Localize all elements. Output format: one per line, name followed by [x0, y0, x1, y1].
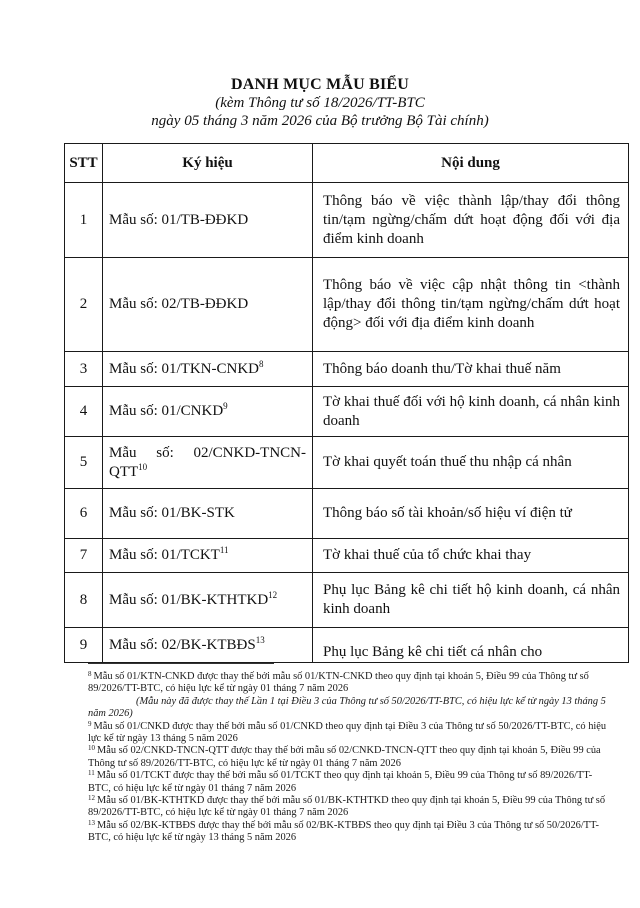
- form-code: Mẫu số: 01/BK-STK: [109, 505, 235, 521]
- row-stt: 9: [65, 628, 103, 663]
- footnote-ref: 9: [223, 401, 228, 411]
- row-stt: 8: [65, 573, 103, 628]
- footnote-number: 11: [88, 769, 95, 778]
- table-row: [65, 352, 629, 387]
- table-row: [65, 258, 629, 352]
- footnote-text: Mẫu số 02/BK-KTBĐS được thay thế bởi mẫu số 02/BK-KTBĐS theo quy định tại Điều 3 của Thông tư số 50/2026/TT-BTC, có hiệu lực kể từ ngày 13 tháng 5 năm 2026: [88, 819, 599, 844]
- row-noi-dung: Thông báo doanh thu/Tờ khai thuế năm: [313, 352, 629, 387]
- row-stt: 5: [65, 437, 103, 489]
- header-ky-hieu: Ký hiệu: [103, 144, 313, 183]
- row-ky-hieu: [103, 628, 313, 663]
- header-stt: STT: [65, 144, 103, 183]
- footnote-number: 12: [88, 794, 95, 803]
- table-row: [65, 628, 629, 663]
- form-code: Mẫu số: 01/CNKD: [109, 403, 224, 419]
- footnote-item: [88, 671, 608, 696]
- row-noi-dung: Phụ lục Bảng kê chi tiết cá nhân cho: [313, 628, 629, 663]
- footnote-number: 8: [88, 670, 92, 678]
- row-stt: 2: [65, 258, 103, 352]
- form-code: Mẫu số: 02/TB-ĐĐKD: [109, 296, 249, 312]
- form-code: Mẫu số: 01/TCKT: [109, 547, 220, 563]
- footnote-number: 13: [88, 818, 95, 827]
- footnote-text: Mẫu số 02/CNKD-TNCN-QTT được thay thế bởi mẫu số 02/CNKD-TNCN-QTT theo quy định tại khoản 5, Điều 99 của Thông tư số 89/2026/TT-BTC, có hiệu lực kể từ ngày 01 tháng 7 năm 2026: [88, 745, 601, 769]
- table-row: [65, 539, 629, 573]
- header-noi-dung: Nội dung: [313, 144, 629, 183]
- row-ky-hieu: [103, 387, 313, 437]
- document-subtitle-line2: ngày 05 tháng 3 năm 2026 của Bộ trưởng Bộ Tài chính): [151, 113, 489, 129]
- footnote-text: Mẫu số 01/CNKD được thay thế bởi mẫu số 01/CNKD theo quy định tại Điều 3 của Thông tư số 50/2026/TT-BTC, có hiệu lực kể từ ngày 13 tháng 5 năm 2026: [88, 720, 607, 745]
- row-noi-dung: Tờ khai thuế đối với hộ kinh doanh, cá nhân kinh doanh: [313, 387, 629, 437]
- form-code: Mẫu số: 01/TB-ĐĐKD: [109, 211, 249, 228]
- form-code: Mẫu số: 02/CNKD-TNCN-QTT: [109, 444, 306, 480]
- row-ky-hieu: [103, 539, 313, 573]
- table-header-row: [65, 144, 629, 183]
- footnote-item: [88, 745, 608, 770]
- footnote-text: Mẫu số 01/KTN-CNKD được thay thế bởi mẫu số 01/KTN-CNKD theo quy định tại khoản 5, Điều 99 của Thông tư số 89/2026/TT-BTC, có hiệu lực kể từ ngày 01 tháng 7 năm 2026: [88, 671, 589, 695]
- row-ky-hieu: [103, 437, 313, 489]
- footnote-text: Mẫu số 01/TCKT được thay thế bởi mẫu số 01/TCKT theo quy định tại khoản 5, Điều 99 của Thông tư số 89/2026/TT-BTC, có hiệu lực kể từ ngày 01 tháng 7 năm 2026: [88, 770, 593, 794]
- document-title: DANH MỤC MẪU BIỂU: [230, 76, 410, 93]
- form-code: Mẫu số: 01/TKN-CNKD: [109, 360, 259, 377]
- row-stt: 7: [65, 539, 103, 573]
- footnote-item: [88, 820, 608, 845]
- row-noi-dung: Thông báo về việc thành lập/thay đổi thông tin/tạm ngừng/chấm dứt hoạt động đối với địa điểm kinh doanh: [313, 183, 629, 258]
- row-ky-hieu: [103, 352, 313, 387]
- row-ky-hieu: [103, 489, 313, 539]
- table-row: [65, 489, 629, 539]
- footnote-item: [88, 770, 608, 795]
- table-row: [65, 437, 629, 489]
- document-subtitle-line1: (kèm Thông tư số 18/2026/TT-BTC: [215, 95, 425, 111]
- row-noi-dung: Tờ khai thuế của tổ chức khai thay: [313, 539, 629, 573]
- form-code: Mẫu số: 02/BK-KTBĐS: [109, 636, 256, 653]
- table-row: [65, 573, 629, 628]
- row-ky-hieu: [103, 183, 313, 258]
- row-stt: 6: [65, 489, 103, 539]
- row-ky-hieu: [103, 258, 313, 352]
- footnote-ref: 8: [259, 358, 264, 369]
- row-stt: 1: [65, 183, 103, 258]
- row-stt: 4: [65, 387, 103, 437]
- footnotes-section: [88, 671, 608, 845]
- footnote-separator: [88, 663, 274, 664]
- footnote-ref: 11: [219, 545, 229, 555]
- row-noi-dung: Thông báo số tài khoản/số hiệu ví điện tử: [313, 489, 629, 539]
- footnote-ref: 13: [255, 634, 265, 645]
- footnote-item: [88, 795, 608, 820]
- footnote-text: Mẫu số 01/BK-KTHTKD được thay thế bởi mẫu số 01/BK-KTHTKD theo quy định tại khoản 5, Điều 99 của Thông tư số 89/2026/TT-BTC, có hiệu lực kể từ ngày 01 tháng 7 năm 2026: [88, 795, 606, 819]
- row-noi-dung: Tờ khai quyết toán thuế thu nhập cá nhân: [313, 437, 629, 489]
- footnote-amendment-note: (Mẫu này đã được thay thế Lần 1 tại Điều 3 của Thông tư số 50/2026/TT-BTC, có hiệu lực kể từ ngày 13 tháng 5 năm 2026): [88, 695, 606, 720]
- table-row: [65, 387, 629, 437]
- footnote-item: [88, 721, 608, 746]
- footnote-ref: 12: [268, 589, 278, 600]
- table-row: [65, 183, 629, 258]
- form-code: Mẫu số: 01/BK-KTHTKD: [109, 591, 269, 608]
- footnote-number: 10: [88, 744, 95, 753]
- row-ky-hieu: [103, 573, 313, 628]
- row-noi-dung: Phụ lục Bảng kê chi tiết hộ kinh doanh, cá nhân kinh doanh: [313, 573, 629, 628]
- row-noi-dung: Thông báo về việc cập nhật thông tin <thành lập/thay đổi thông tin/tạm ngừng/chấm dứt hoạt động> đối với địa điểm kinh doanh: [313, 258, 629, 352]
- form-list-table: [64, 143, 629, 663]
- row-stt: 3: [65, 352, 103, 387]
- footnote-ref: 10: [138, 461, 148, 472]
- footnote-number: 9: [88, 719, 92, 728]
